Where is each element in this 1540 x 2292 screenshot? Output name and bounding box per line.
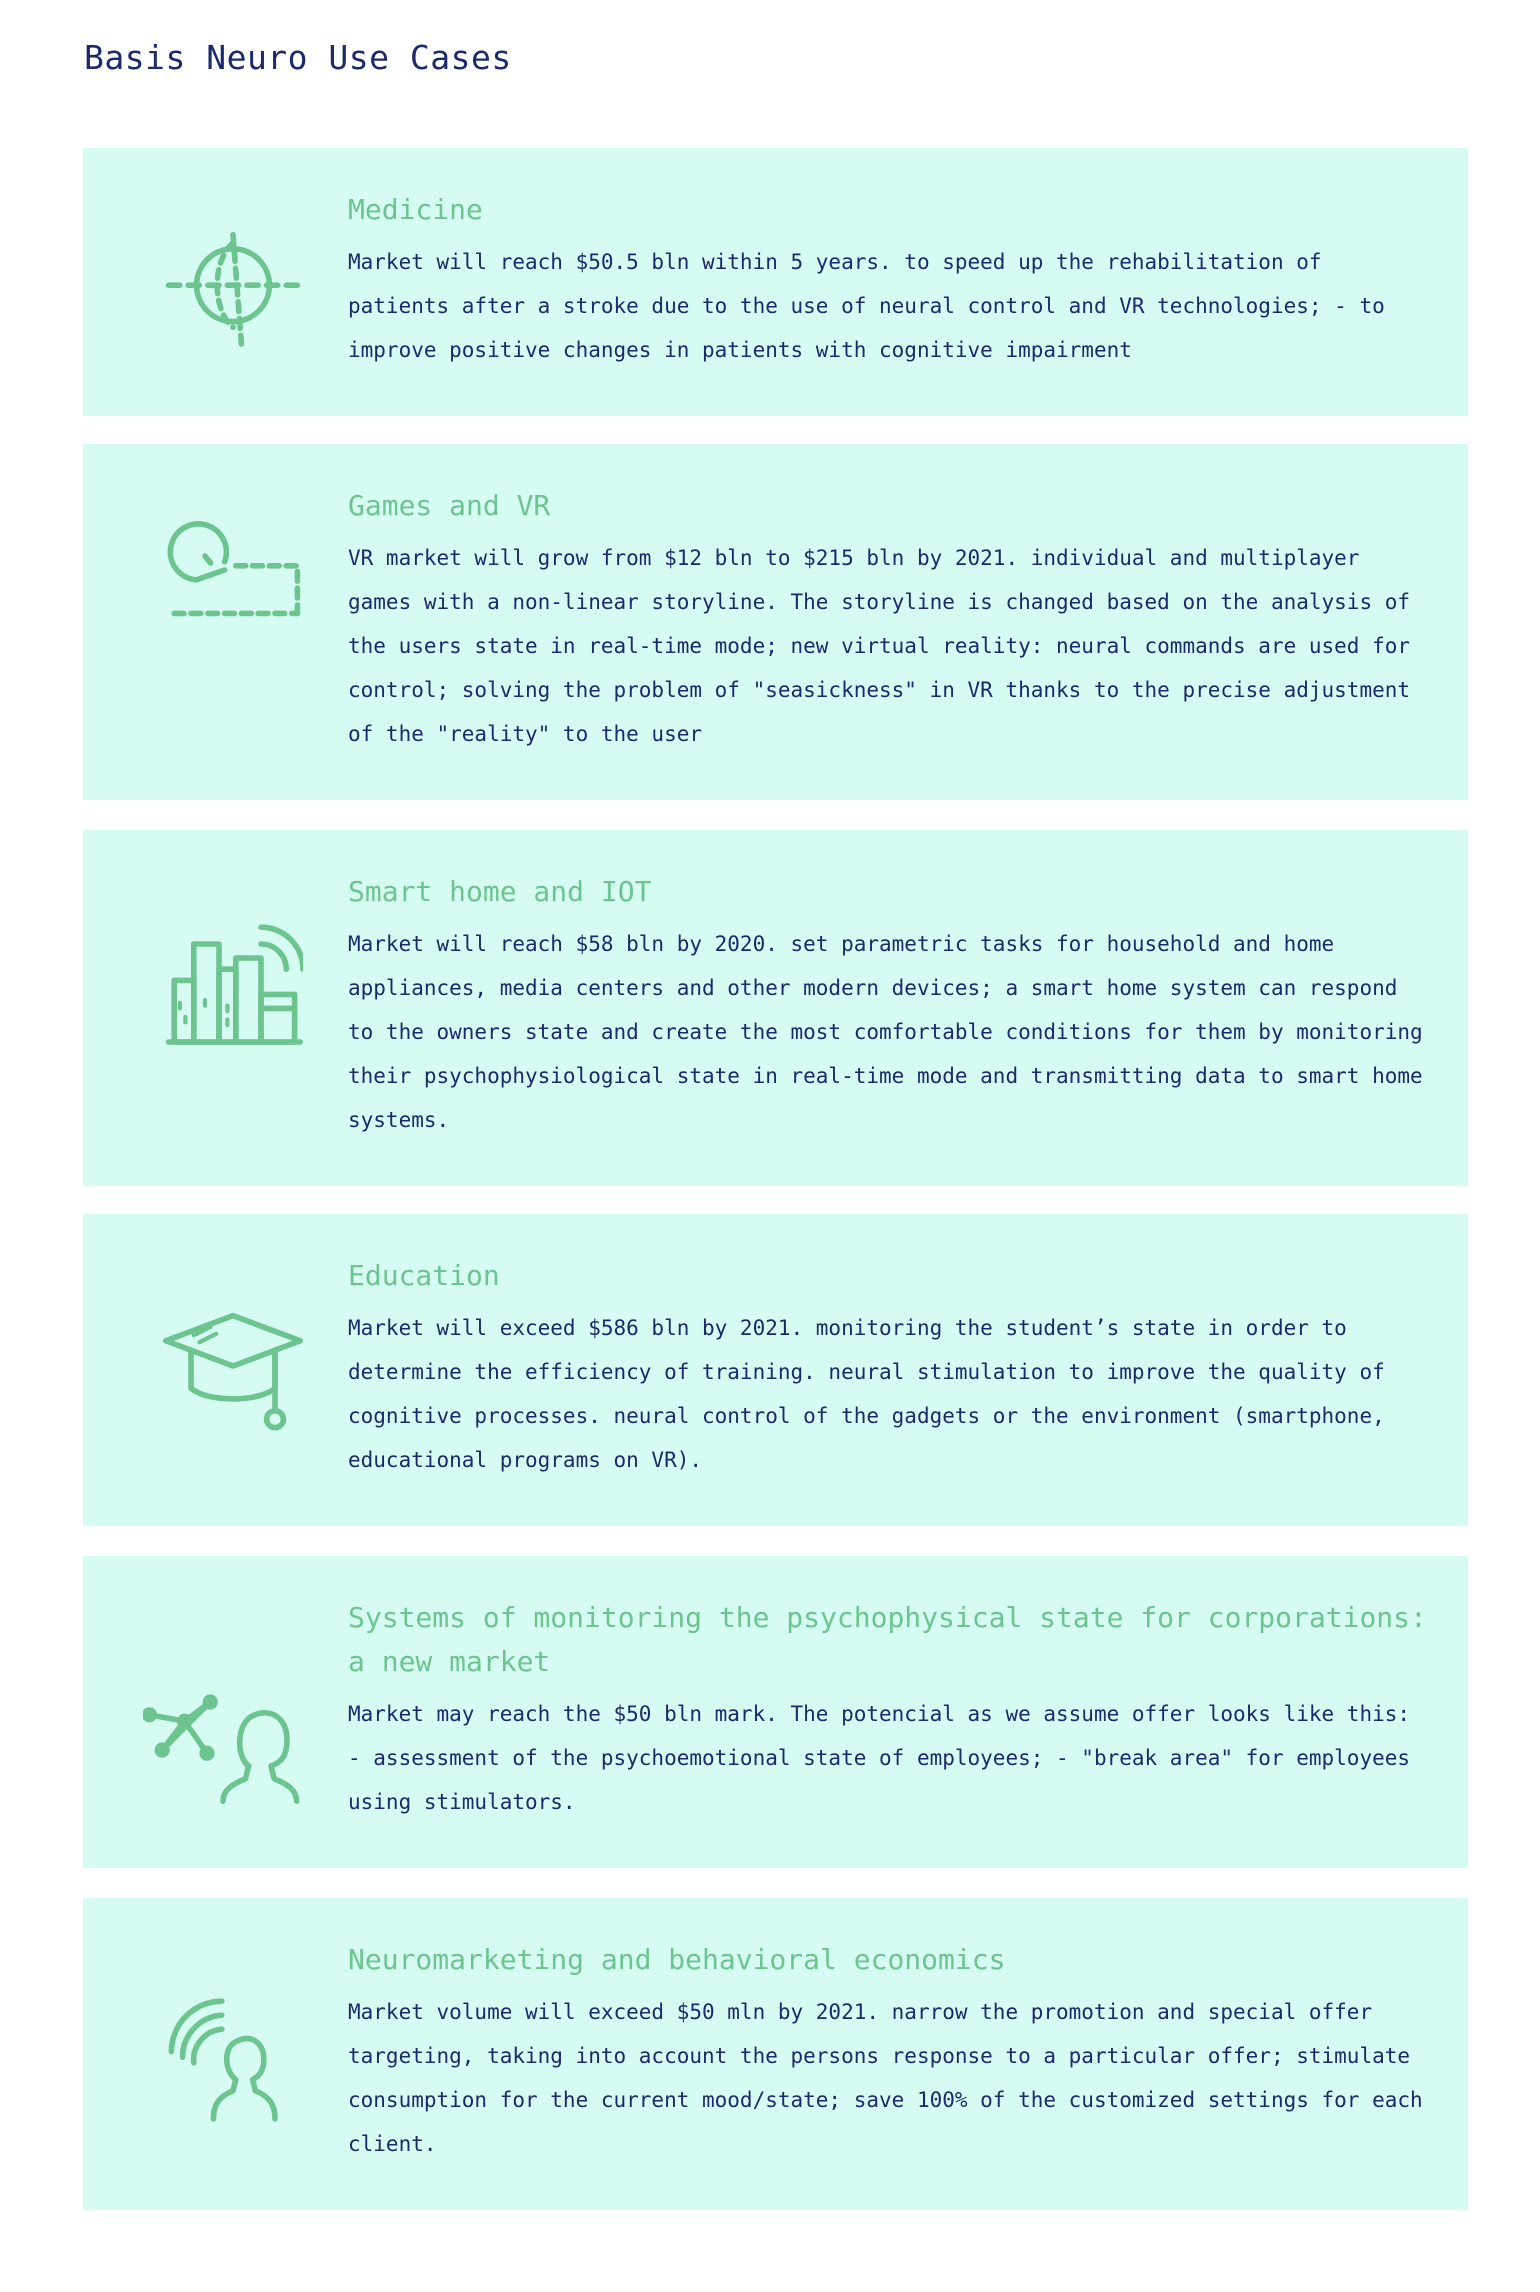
card-content — [348, 1596, 1428, 1824]
card-heading: Neuromarketing and behavioral economics — [348, 1943, 1006, 1976]
signal-person-icon — [163, 1990, 303, 2130]
card-body: Market may reach the $50 bln mark. The potencial as we assume offer looks like this: - assessment of the psychoemotional state of employees; - "break area" for employees using stimulators. — [348, 1702, 1411, 1814]
network-person-icon — [143, 1686, 303, 1846]
card-content — [348, 870, 1428, 1142]
crosshair-globe-icon — [163, 218, 303, 358]
card-body: Market volume will exceed $50 mln by 2021. narrow the promotion and special offer targeting, taking into account the persons response to a particular offer; stimulate consumption for the current mood/state; save 100% of the customized settings for each client. — [348, 2000, 1423, 2156]
card-body: VR market will grow from $12 bln to $215 bln by 2021. individual and multiplayer games with a non-linear storyline. The storyline is changed based on the analysis of the users state in real-time mode; new virtual reality: neural commands are used for control; solving the problem of "seasickness" in VR thanks to the precise adjustment of the "reality" to the user — [348, 546, 1411, 746]
card-heading: Medicine — [348, 193, 483, 226]
card-body: Market will reach $50.5 bln within 5 years. to speed up the rehabilitation of patients after a stroke due to the use of neural control and VR technologies; - to improve positive changes in patients with cognitive impairment — [348, 250, 1385, 362]
card-content — [348, 1938, 1428, 2166]
use-case-card-games-vr — [83, 444, 1468, 800]
card-content — [348, 188, 1428, 372]
card-content — [348, 1254, 1428, 1482]
use-case-card-corporate-monitoring — [83, 1556, 1468, 1868]
card-heading: Systems of monitoring the psychophysical state for corporations: a new market — [348, 1601, 1427, 1678]
use-case-card-neuromarketing — [83, 1898, 1468, 2210]
use-case-card-medicine — [83, 148, 1468, 416]
card-content — [348, 484, 1428, 756]
card-heading: Games and VR — [348, 489, 551, 522]
page-title: Basis Neuro Use Cases — [84, 38, 512, 77]
card-heading: Education — [348, 1259, 500, 1292]
card-heading: Smart home and IOT — [348, 875, 652, 908]
use-case-card-education — [83, 1214, 1468, 1526]
card-body: Market will exceed $586 bln by 2021. monitoring the student’s state in order to determine the efficiency of training. neural stimulation to improve the quality of cognitive processes. neural control of the gadgets or the environment (smartphone, educational programs on VR). — [348, 1316, 1385, 1472]
pacman-icon — [163, 514, 303, 654]
card-body: Market will reach $58 bln by 2020. set parametric tasks for household and home appliances, media centers and other modern devices; a smart home system can respond to the owners state and create the most comfortable conditions for them by monitoring their psychophysiological state in real-time mode and transmitting data to smart home systems. — [348, 932, 1423, 1132]
use-case-card-smart-home — [83, 830, 1468, 1186]
smart-city-icon — [163, 916, 303, 1056]
graduation-cap-icon — [163, 1296, 303, 1436]
